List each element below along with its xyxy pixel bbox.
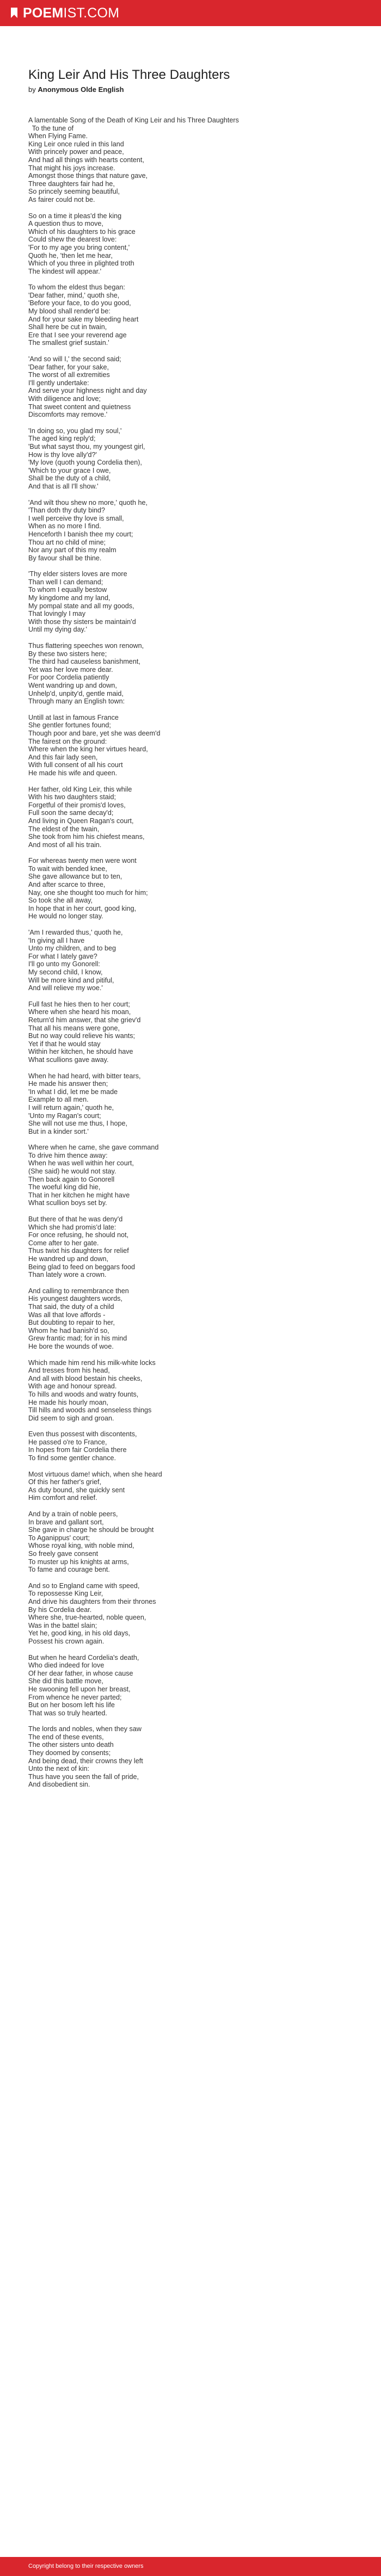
- poem-line: To Aganippus' court;: [28, 1534, 90, 1542]
- poem-line: And serve your highness night and day: [28, 387, 147, 395]
- poem-line: 'In doing so, you glad my soul,': [28, 427, 122, 435]
- poem-line: Whose royal king, with noble mind,: [28, 1542, 134, 1550]
- poem-line: Thou art no child of mine;: [28, 538, 106, 546]
- poem-line: Of this her father's grief,: [28, 1478, 101, 1486]
- poem-line: 'In what I did, let me be made: [28, 1088, 118, 1096]
- stanza: [28, 1430, 355, 1462]
- poem-line: Was all that love affords -: [28, 1311, 106, 1319]
- poem-line: Who died indeed for love: [28, 1661, 105, 1670]
- poem-line: I'll go unto my Gonorell:: [28, 960, 100, 968]
- poem-line: To drive him thence away:: [28, 1151, 108, 1159]
- poem-line: To fame and courage bent.: [28, 1566, 110, 1574]
- poem-line: Will be more kind and pitiful,: [28, 976, 114, 984]
- stanza: [28, 642, 355, 706]
- poem-line: 'Which to your grace I owe,: [28, 466, 111, 474]
- poem-line: For whereas twenty men were wont: [28, 857, 137, 865]
- poem-line: And will relieve my woe.': [28, 984, 103, 992]
- stanza: [28, 929, 355, 992]
- poem-line: 'Unto my Ragan's court;: [28, 1111, 101, 1120]
- poem-line: With princely power and peace,: [28, 148, 124, 156]
- poem-line: Where when the king her virtues heard,: [28, 745, 148, 753]
- logo-light: IST.COM: [63, 5, 120, 21]
- poem-line: Which she had promis'd late:: [28, 1223, 116, 1231]
- poem-line: Till hills and woods and senseless things: [28, 1406, 152, 1414]
- poem-line: Possest his crown again.: [28, 1637, 105, 1645]
- poem-line: With his two daughters staid;: [28, 793, 116, 801]
- poem-line: The kindest will appear.': [28, 267, 102, 275]
- stanza: [28, 1072, 355, 1136]
- stanza: [28, 857, 355, 921]
- poem-line: (She said) he would not stay.: [28, 1167, 116, 1176]
- poem-line: Shall be the duty of a child,: [28, 474, 111, 483]
- poem-line: With diligence and love;: [28, 395, 101, 403]
- stanza: [28, 786, 355, 849]
- poem-line: And all with blood bestain his cheeks,: [28, 1374, 143, 1382]
- author-link[interactable]: Anonymous Olde English: [38, 85, 124, 94]
- poem-line: And that is all I'll show.': [28, 482, 99, 490]
- poem-line: When he was well within her court,: [28, 1159, 134, 1167]
- poem-line: And calling to remembrance then: [28, 1287, 129, 1295]
- poem-line: That lovingly I may: [28, 610, 85, 618]
- stanza: [28, 1359, 355, 1423]
- copyright-text: Copyright belong to their respective owners: [28, 2563, 144, 2569]
- poem-line: Could shew the dearest love:: [28, 236, 117, 244]
- poem-line: 'Am I rewarded thus,' quoth he,: [28, 929, 123, 937]
- poem-container: [28, 26, 355, 1797]
- poem-line: With age and honour spread.: [28, 1382, 117, 1391]
- poem-line: Went wandring up and down,: [28, 682, 117, 689]
- poem-line: From whence he never parted;: [28, 1693, 122, 1701]
- poem-line: Where she, true-hearted, noble queen,: [28, 1614, 146, 1622]
- poem-line: Even thus possest with discontents,: [28, 1430, 137, 1438]
- stanza: [28, 1471, 355, 1502]
- poem-line: She did this battle move,: [28, 1677, 103, 1685]
- poem-line: But in a kinder sort.': [28, 1127, 89, 1135]
- poem-line: The fairest on the ground:: [28, 737, 107, 745]
- poem-line: Quoth he, 'then let me hear,: [28, 251, 113, 260]
- poem-line: My kingdome and my land,: [28, 594, 110, 602]
- poem-line: Which made him rend his milk-white locks: [28, 1358, 156, 1367]
- poem-line: Thus have you seen the fall of pride,: [28, 1772, 139, 1781]
- poem-line: That was so truly hearted.: [28, 1709, 107, 1717]
- poem-line: And after scarce to three,: [28, 881, 106, 889]
- stanza: [28, 116, 355, 204]
- poem-line: Within her kitchen, he should have: [28, 1048, 133, 1056]
- poem-line: My second child, I know,: [28, 968, 103, 976]
- poem-line: And living in Queen Ragan's court,: [28, 817, 134, 825]
- byline-prefix: by: [28, 85, 36, 94]
- poem-line: The other sisters unto death: [28, 1741, 114, 1749]
- poem-line: 'Dear father, for your sake,: [28, 363, 109, 371]
- poem-line: To the tune of: [28, 124, 74, 132]
- poem-line: 'And wilt thou shew no more,' quoth he,: [28, 498, 148, 506]
- poem-line: He swooning fell upon her breast,: [28, 1685, 131, 1693]
- poem-line: Most virtuous dame! which, when she heard: [28, 1470, 162, 1478]
- logo-bold: POEM: [23, 5, 64, 21]
- poem-line: So princely seeming beautiful,: [28, 188, 120, 196]
- poem-line: He wandred up and down,: [28, 1255, 109, 1263]
- stanza: [28, 1582, 355, 1646]
- poem-line: She gave allowance but to ten,: [28, 873, 122, 881]
- poem-line: Discomforts may remove.': [28, 411, 108, 419]
- poem-line: 'Than doth thy duty bind?: [28, 506, 106, 515]
- poem-line: But there of that he was deny'd: [28, 1215, 123, 1224]
- poem-line: My blood shall render'd be:: [28, 307, 110, 316]
- poem-line: The smallest grief sustain.': [28, 339, 109, 347]
- stanza: [28, 355, 355, 419]
- poem-line: For poor Cordelia patiently: [28, 674, 109, 682]
- poem-line: 'But what sayst thou, my youngest girl,: [28, 442, 145, 450]
- poem-line: Him comfort and relief.: [28, 1494, 97, 1502]
- poem-line: She will not use me thus, I hope,: [28, 1120, 128, 1128]
- poem-line: Until my dying day.': [28, 626, 87, 634]
- poem-title: King Leir And His Three Daughters: [28, 67, 230, 82]
- logo-text: [23, 5, 119, 21]
- poem-line: Where when she heard his moan,: [28, 1008, 131, 1016]
- poem-body: [28, 116, 355, 1789]
- poem-line: Three daughters fair had he,: [28, 180, 115, 188]
- poem-line: A question thus to move,: [28, 220, 103, 228]
- poem-line: She gentler fortunes found;: [28, 721, 111, 730]
- poem-line: Unto the next of kin:: [28, 1765, 90, 1773]
- poem-line: By his Cordelia dear.: [28, 1605, 92, 1614]
- poem-line: To whom the eldest thus began:: [28, 283, 125, 292]
- poem-line: Did seem to sigh and groan.: [28, 1414, 114, 1422]
- poem-line: Thus flattering speeches won renown,: [28, 642, 144, 650]
- poem-line: And drive his daughters from their thrones: [28, 1597, 156, 1605]
- poem-line: To repossesse King Leir,: [28, 1590, 103, 1598]
- poem-line: Ere that I see your reverend age: [28, 331, 127, 339]
- poem-line: To whom I equally bestow: [28, 586, 107, 594]
- poem-line: But doubting to repair to her,: [28, 1319, 115, 1327]
- site-header: [0, 0, 381, 26]
- poem-line: A lamentable Song of the Death of King Leir and his Three Daughters: [28, 116, 239, 124]
- poem-line: Than well I can demand;: [28, 578, 103, 586]
- stanza: [28, 499, 355, 563]
- poem-line: For what I lately gave?: [28, 952, 97, 960]
- poem-line: Example to all men.: [28, 1096, 89, 1104]
- poem-line: The end of these events,: [28, 1733, 104, 1741]
- poem-line: To muster up his knights at arms,: [28, 1558, 129, 1566]
- poem-line: 'Before your face, to do you good,: [28, 299, 131, 307]
- poem-line: To find some gentler chance.: [28, 1454, 116, 1462]
- poem-line: Where when he came, she gave command: [28, 1144, 159, 1152]
- poem-line: That said, the duty of a child: [28, 1302, 114, 1311]
- poem-line: Untill at last in famous France: [28, 713, 119, 721]
- poem-line: The lords and nobles, when they saw: [28, 1725, 142, 1733]
- poem-line: And most of all his train.: [28, 841, 102, 849]
- poem-line: Henceforth I banish thee my court;: [28, 530, 133, 538]
- poem-line: To wait with bended knee,: [28, 864, 107, 873]
- stanza: [28, 1725, 355, 1789]
- poem-line: Whom he had banish'd so,: [28, 1326, 109, 1335]
- poem-line: When he had heard, with bitter tears,: [28, 1072, 141, 1080]
- poem-line: Being glad to feed on beggars food: [28, 1263, 136, 1271]
- poem-line: Grew frantic mad; for in his mind: [28, 1335, 127, 1343]
- poem-line: By favour shall be thine.: [28, 554, 102, 562]
- poem-line: That in her kitchen he might have: [28, 1191, 130, 1199]
- poem-line: The third had causeless banishment,: [28, 658, 140, 666]
- poem-line: Than lately wore a crown.: [28, 1271, 107, 1279]
- stanza: [28, 212, 355, 276]
- poem-line: For once refusing, he should not,: [28, 1231, 129, 1239]
- stanza: [28, 1144, 355, 1207]
- poem-line: And had all things with hearts content,: [28, 156, 144, 164]
- poem-line: And being dead, their crowns they left: [28, 1757, 143, 1765]
- poem-line: Which of you three in plighted troth: [28, 260, 134, 268]
- poem-line: And so to England came with speed,: [28, 1582, 140, 1590]
- quill-icon: [10, 7, 19, 19]
- poem-line: Yet was her love more dear.: [28, 665, 113, 674]
- poem-line: Though poor and bare, yet she was deem'd: [28, 729, 161, 737]
- poem-line: He would no longer stay.: [28, 912, 103, 921]
- poem-line: I well perceive thy love is small,: [28, 514, 124, 522]
- stanza: [28, 570, 355, 634]
- poem-line: When Flying Fame.: [28, 132, 88, 140]
- poem-line: The worst of all extremities: [28, 371, 110, 379]
- poem-line: What scullion boys set by.: [28, 1199, 107, 1207]
- poem-line: He passed o're to France,: [28, 1438, 107, 1446]
- poem-line: That might his joys increase.: [28, 164, 115, 172]
- poem-line: In hope that in her court, good king,: [28, 904, 137, 912]
- stanza: [28, 427, 355, 491]
- poem-line: Was in the battel slain;: [28, 1621, 97, 1629]
- poem-line: How is thy love ally'd?': [28, 450, 97, 459]
- poem-line: Return'd him answer, that she griev'd: [28, 1016, 141, 1024]
- stanza: [28, 1215, 355, 1279]
- poem-line: She gave in charge he should be brought: [28, 1526, 154, 1534]
- poem-line: Full soon the same decay'd;: [28, 809, 114, 817]
- poem-line: The aged king reply'd;: [28, 435, 96, 443]
- poem-line: Through many an English town:: [28, 697, 125, 706]
- poem-line: Thus twixt his daughters for relief: [28, 1247, 129, 1255]
- poem-line: Which of his daughters to his grace: [28, 227, 136, 236]
- poem-line: The eldest of the twain,: [28, 825, 100, 833]
- poem-line: So freely gave consent: [28, 1550, 99, 1558]
- site-footer: [0, 2557, 381, 2576]
- poem-line: As fairer could not be.: [28, 195, 95, 203]
- poem-line: So on a time it pleas'd the king: [28, 212, 122, 220]
- poem-line: The woeful king did hie,: [28, 1183, 101, 1191]
- poem-line: With full consent of all his court: [28, 761, 123, 769]
- poem-line: And disobedient sin.: [28, 1781, 90, 1789]
- poem-line: Of her dear father, in whose cause: [28, 1669, 133, 1677]
- poem-line: He made his hourly moan,: [28, 1398, 108, 1406]
- poem-line: With those thy sisters be maintain'd: [28, 617, 136, 626]
- poem-line: As duty bound, she quickly sent: [28, 1486, 125, 1494]
- poem-line: Amongst those things that nature gave,: [28, 172, 148, 180]
- poem-line: But when he heard Cordelia's death,: [28, 1653, 139, 1661]
- poem-line: Forgetful of their promis'd loves,: [28, 801, 126, 809]
- poem-line: Yet he, good king, in his old days,: [28, 1629, 131, 1638]
- poem-line: So took she all away,: [28, 897, 93, 905]
- poem-line: His youngest daughters words,: [28, 1295, 122, 1303]
- poem-line: But on her bosom left his life: [28, 1701, 115, 1709]
- poem-line: 'For to my age you bring content,': [28, 243, 130, 251]
- poem-line: 'My love (quoth young Cordelia then),: [28, 459, 142, 467]
- poem-line: That all his means were gone,: [28, 1024, 120, 1032]
- poem-line: 'In giving all I have: [28, 936, 85, 944]
- poem-line: What scullions gave away.: [28, 1055, 109, 1064]
- poem-line: I'll gently undertake:: [28, 379, 89, 387]
- poem-line: 'And so will I,' the second said;: [28, 355, 121, 363]
- poem-line: My pompal state and all my goods,: [28, 602, 134, 610]
- poem-line: Her father, old King Leir, this while: [28, 785, 132, 793]
- poem-line: Nor any part of this my realm: [28, 546, 116, 554]
- stanza: [28, 1287, 355, 1351]
- stanza: [28, 1000, 355, 1064]
- poem-line: When as no more I find.: [28, 522, 101, 530]
- poem-line: I will return again,' quoth he,: [28, 1103, 114, 1111]
- stanza: [28, 714, 355, 777]
- poem-line: Nay, one she thought too much for him;: [28, 888, 148, 897]
- poem-line: In brave and gallant sort,: [28, 1518, 104, 1526]
- stanza: [28, 1510, 355, 1574]
- poem-line: King Leir once ruled in this land: [28, 140, 124, 148]
- poem-line: Come after to her gate.: [28, 1239, 99, 1247]
- poem-line: 'Dear father, mind,' quoth she,: [28, 291, 120, 299]
- poem-line: In hopes from fair Cordelia there: [28, 1446, 127, 1454]
- stanza: [28, 1654, 355, 1718]
- poem-line: By these two sisters here;: [28, 650, 107, 658]
- poem-line: And by a train of noble peers,: [28, 1510, 118, 1518]
- poem-line: But no way could relieve his wants;: [28, 1032, 136, 1040]
- poem-line: Unto my children, and to beg: [28, 944, 116, 953]
- poem-line: Full fast he hies then to her court;: [28, 1000, 130, 1008]
- poem-line: Yet if that he would stay: [28, 1040, 101, 1048]
- poem-line: He made his wife and queen.: [28, 769, 118, 777]
- poem-line: Unhelp'd, unpity'd, gentle maid,: [28, 689, 124, 697]
- poem-line: To hills and woods and watry founts,: [28, 1390, 139, 1398]
- poem-line: 'Thy elder sisters loves are more: [28, 570, 127, 578]
- poem-line: She took from him his chiefest means,: [28, 833, 145, 841]
- poem-line: And for your sake my bleeding heart: [28, 315, 139, 323]
- poem-line: They doomed by consents;: [28, 1749, 111, 1757]
- stanza: [28, 283, 355, 347]
- byline: [28, 85, 355, 94]
- poem-line: And tresses from his head,: [28, 1367, 110, 1375]
- poem-line: That sweet content and quietness: [28, 403, 131, 411]
- poem-line: Shall here be cut in twain,: [28, 323, 107, 331]
- site-logo[interactable]: [10, 5, 119, 21]
- poem-line: He made his answer then;: [28, 1080, 108, 1088]
- poem-line: He bore the wounds of woe.: [28, 1342, 114, 1350]
- poem-line: Then back again to Gonorell: [28, 1175, 115, 1183]
- poem-line: And this fair lady seen,: [28, 753, 98, 761]
